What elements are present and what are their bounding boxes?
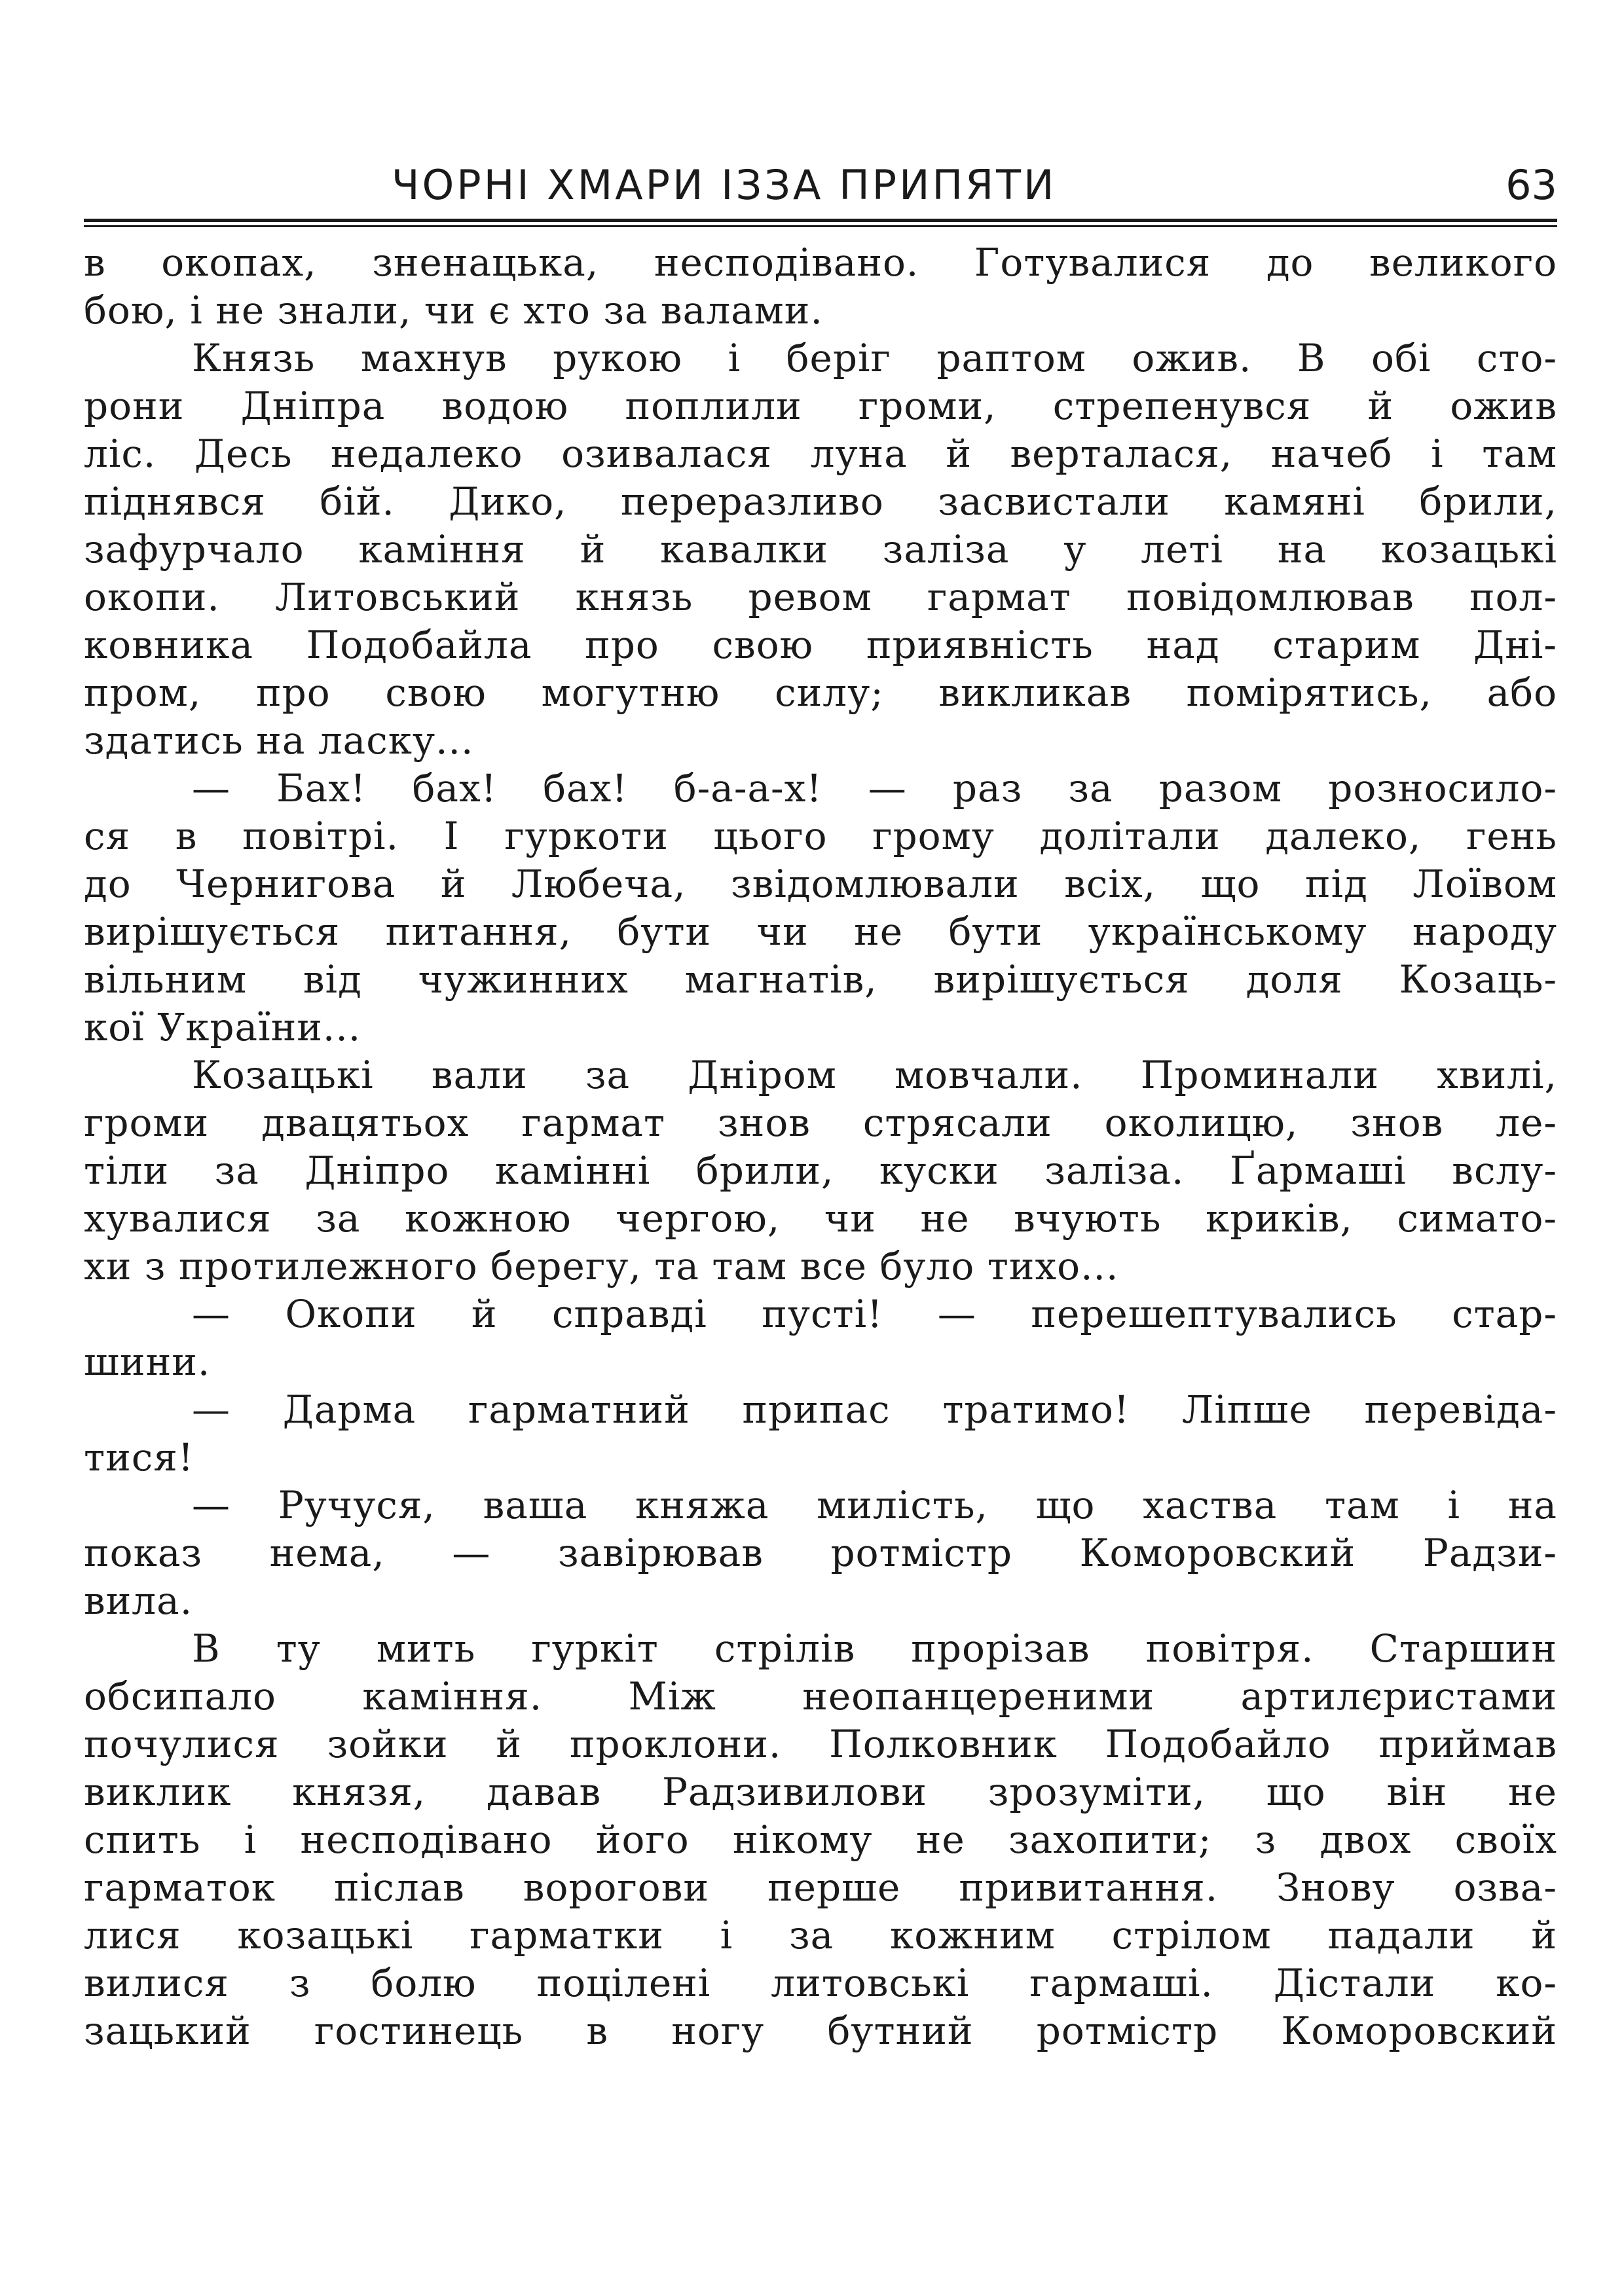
header-rule (84, 219, 1557, 227)
book-page (84, 157, 1557, 2239)
text-line: в окопах, зненацька, несподівано. Готувалися до великого (84, 240, 1557, 285)
text-line: піднявся бій. Дико, переразливо засвистали камяні брили, (84, 479, 1557, 524)
text-line: тіли за Дніпро камінні брили, куски заліза. Ґармаші вслу- (84, 1148, 1557, 1193)
text-line: Князь махнув рукою і беріг раптом ожив. В обі сто- (192, 336, 1557, 380)
text-line: спить і несподівано його нікому не захопити; з двох своїх (84, 1817, 1557, 1862)
text-line: вилися з болю поцілені литовські гармаші. Дістали ко- (84, 1961, 1557, 2005)
text-line: пром, про свою могутню силу; викликав помірятись, або (84, 670, 1557, 715)
text-line: кої України... (84, 1005, 361, 1049)
text-line: В ту мить гуркіт стрілів прорізав повітря. Старшин (192, 1626, 1557, 1671)
text-line: здатись на ласку... (84, 718, 474, 763)
text-line: показ нема, — завірював ротмістр Коморовский Радзи- (84, 1531, 1557, 1575)
text-line: тися! (84, 1435, 194, 1480)
text-line: вила. (84, 1578, 193, 1623)
text-line: ліс. Десь недалеко озивалася луна й верталася, начеб і там (84, 431, 1557, 476)
text-line: — Ручуся, ваша княжа милість, що хаства там і на (192, 1483, 1557, 1527)
text-line: бою, і не знали, чи є хто за валами. (84, 288, 823, 333)
page-number: 63 (1505, 161, 1557, 209)
text-line: вирішується питання, бути чи не бути українському народу (84, 909, 1557, 954)
text-line: хи з протилежного берегу, та там все було тихо... (84, 1244, 1119, 1288)
text-line: окопи. Литовський князь ревом гармат повідомлював пол- (84, 575, 1557, 619)
text-line: лися козацькі гарматки і за кожним стрілом падали й (84, 1913, 1557, 1958)
text-line: вільним від чужинних магнатів, вирішується доля Козаць- (84, 957, 1557, 1002)
body-text (84, 239, 1557, 2055)
text-line: шини. (84, 1339, 211, 1384)
text-line: — Дарма гарматний припас тратимо! Ліпше перевіда- (192, 1387, 1557, 1432)
text-line: Козацькі вали за Дніром мовчали. Проминали хвилі, (192, 1053, 1557, 1097)
text-line: ся в повітрі. І гуркоти цього грому долітали далеко, гень (84, 814, 1557, 858)
text-line: — Бах! бах! бах! б-а-а-х! — раз за разом розносило- (192, 766, 1557, 811)
text-line: гарматок післав ворогови перше привитання. Знову озва- (84, 1865, 1557, 1910)
running-title: ЧОРНІ ХМАРИ ІЗЗА ПРИПЯТИ (392, 161, 1057, 209)
text-line: ковника Подобайла про свою приявність над старим Дні- (84, 623, 1557, 667)
text-line: обсипало каміння. Між неопанцереними артилєристами (84, 1674, 1557, 1719)
text-line: виклик князя, давав Радзивилови зрозуміти, що він не (84, 1770, 1557, 1814)
page-header (84, 157, 1557, 216)
text-line: почулися зойки й проклони. Полковник Подобайло приймав (84, 1722, 1557, 1766)
text-line: зацький гостинець в ногу бутний ротмістр Коморовский (84, 2009, 1557, 2053)
text-line: громи двацятьох гармат знов стрясали околицю, знов ле- (84, 1101, 1557, 1145)
text-line: хувалися за кожною чергою, чи не вчують криків, симато- (84, 1196, 1557, 1241)
text-line: рони Дніпра водою поплили громи, стрепенувся й ожив (84, 384, 1557, 428)
text-line: — Окопи й справді пусті! — перешептувались стар- (192, 1292, 1557, 1336)
text-line: зафурчало каміння й кавалки заліза у леті на козацькі (84, 527, 1557, 572)
text-line: до Чернигова й Любеча, звідомлювали всіх, що під Лоївом (84, 862, 1557, 906)
